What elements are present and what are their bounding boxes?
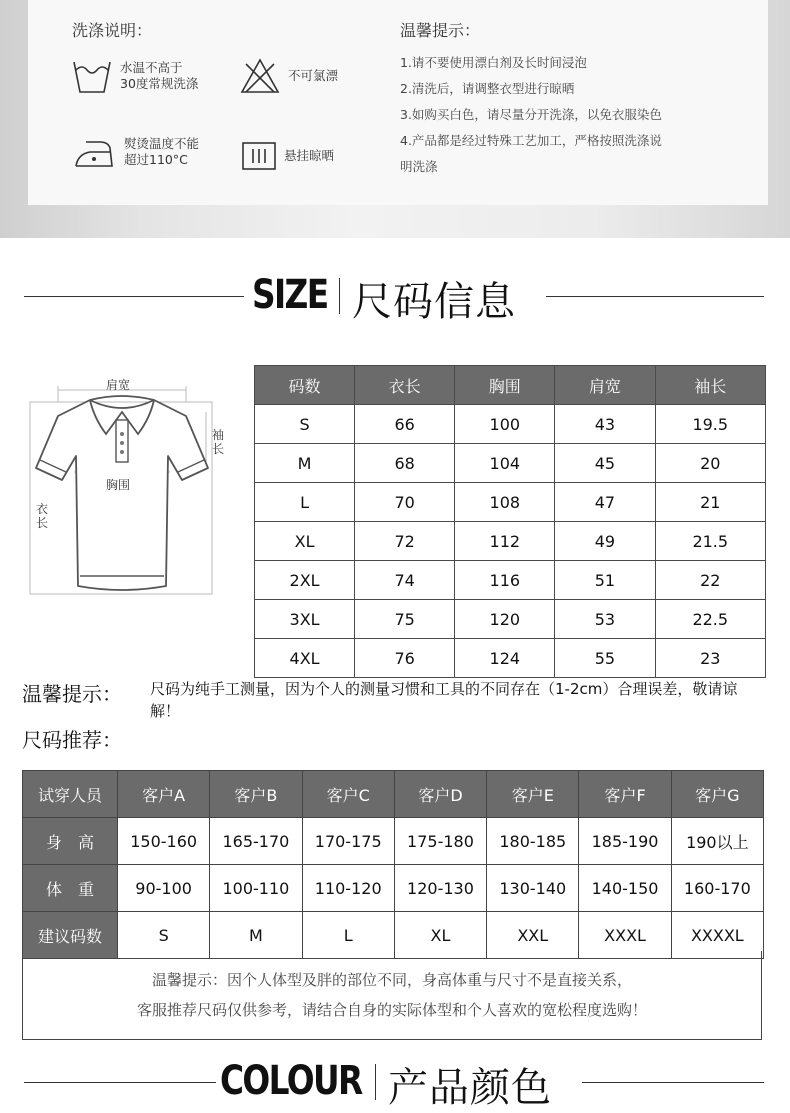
title-rule-right (582, 1082, 764, 1083)
fit-height-row: 身 高 150-160 165-170 170-175 175-180 180-185 185-190 190以上 (23, 818, 764, 865)
care-card (28, 0, 768, 205)
size-table (254, 365, 766, 678)
fit-table (22, 770, 764, 959)
tip-item: 2.清洗后，请调整衣型进行晾晒 (400, 81, 575, 96)
wash-basin-icon (72, 58, 112, 94)
size-title-cn: 尺码信息 (352, 279, 516, 325)
care-water-temp (72, 58, 198, 94)
recommend-label: 尺码推荐： (22, 728, 122, 752)
title-divider (375, 1064, 376, 1100)
care-no-bleach (240, 58, 338, 94)
notice-label: 温馨提示： (22, 682, 122, 706)
tip-item: 明洗涤 (400, 159, 438, 174)
title-rule-left (24, 296, 244, 297)
fit-weight-row: 体 重 90-100 100-110 110-120 120-130 130-140 140-150 160-170 (23, 865, 764, 912)
iron-icon (72, 134, 116, 170)
water-temp-text: 水温不高于 30度常规洗涤 (120, 60, 199, 91)
size-title-en: SIZE (252, 272, 328, 318)
care-hang-dry (242, 142, 334, 170)
header-size: 码数 (255, 366, 355, 405)
table-row: 2XL 74 116 51 22 (255, 561, 766, 600)
title-rule-right (546, 296, 764, 297)
tips-title: 温馨提示： (400, 21, 481, 40)
table-row: 3XL 75 120 53 22.5 (255, 600, 766, 639)
fit-note: 温馨提示：因个人体型及胖的部位不同，身高体重与尺寸不是直接关系， 客服推荐尺码仅供参考，请结合自身的实际体型和个人喜欢的宽松程度选购！ (22, 951, 762, 1040)
size-table-header (255, 366, 766, 405)
tips-list (400, 50, 740, 180)
tip-item: 4.产品都是经过特殊工艺加工，严格按照洗涤说 (400, 133, 662, 148)
table-row: L 70 108 47 21 (255, 483, 766, 522)
washing-title: 洗涤说明： (72, 21, 153, 40)
label-chest: 胸围 (106, 478, 131, 492)
header-sleeve: 袖长 (655, 366, 766, 405)
colour-section-title (0, 1052, 790, 1112)
label-shoulder: 肩宽 (106, 378, 131, 392)
fit-size-row: 建议码数 S M L XL XXL XXXL XXXXL (23, 912, 764, 959)
table-row: XL 72 112 49 21.5 (255, 522, 766, 561)
hang-dry-text: 悬挂晾晒 (284, 148, 335, 163)
header-shoulder: 肩宽 (555, 366, 655, 405)
header-length: 衣长 (355, 366, 455, 405)
title-rule-left (24, 1082, 216, 1083)
notice-text: 尺码为纯手工测量，因为个人的测量习惯和工具的不同存在（1-2cm）合理误差，敬请谅解！ (150, 680, 738, 720)
label-length: 衣长 (36, 502, 49, 530)
table-row: M 68 104 45 20 (255, 444, 766, 483)
no-bleach-icon (240, 58, 280, 94)
colour-title-en: COLOUR (220, 1058, 362, 1104)
garment-diagram (22, 372, 240, 602)
table-row: 4XL 76 124 55 23 (255, 639, 766, 678)
fit-header-row: 试穿人员 客户A 客户B 客户C 客户D 客户E 客户F 客户G (23, 771, 764, 818)
polo-shirt-icon (22, 372, 240, 602)
title-divider (339, 278, 340, 314)
header-chest: 胸围 (455, 366, 555, 405)
size-section-title (0, 266, 790, 326)
hang-dry-icon (242, 142, 276, 170)
tip-item: 1.请不要使用漂白剂及长时间浸泡 (400, 55, 587, 70)
no-bleach-text: 不可氯漂 (288, 68, 339, 83)
label-sleeve: 袖长 (212, 428, 225, 456)
table-row: S 66 100 43 19.5 (255, 405, 766, 444)
iron-text: 熨烫温度不能 超过110°C (124, 136, 200, 167)
care-iron (72, 134, 199, 170)
care-section (0, 0, 790, 238)
colour-title-cn: 产品颜色 (388, 1065, 552, 1111)
tip-item: 3.如购买白色，请尽量分开洗涤，以免衣服染色 (400, 107, 662, 122)
